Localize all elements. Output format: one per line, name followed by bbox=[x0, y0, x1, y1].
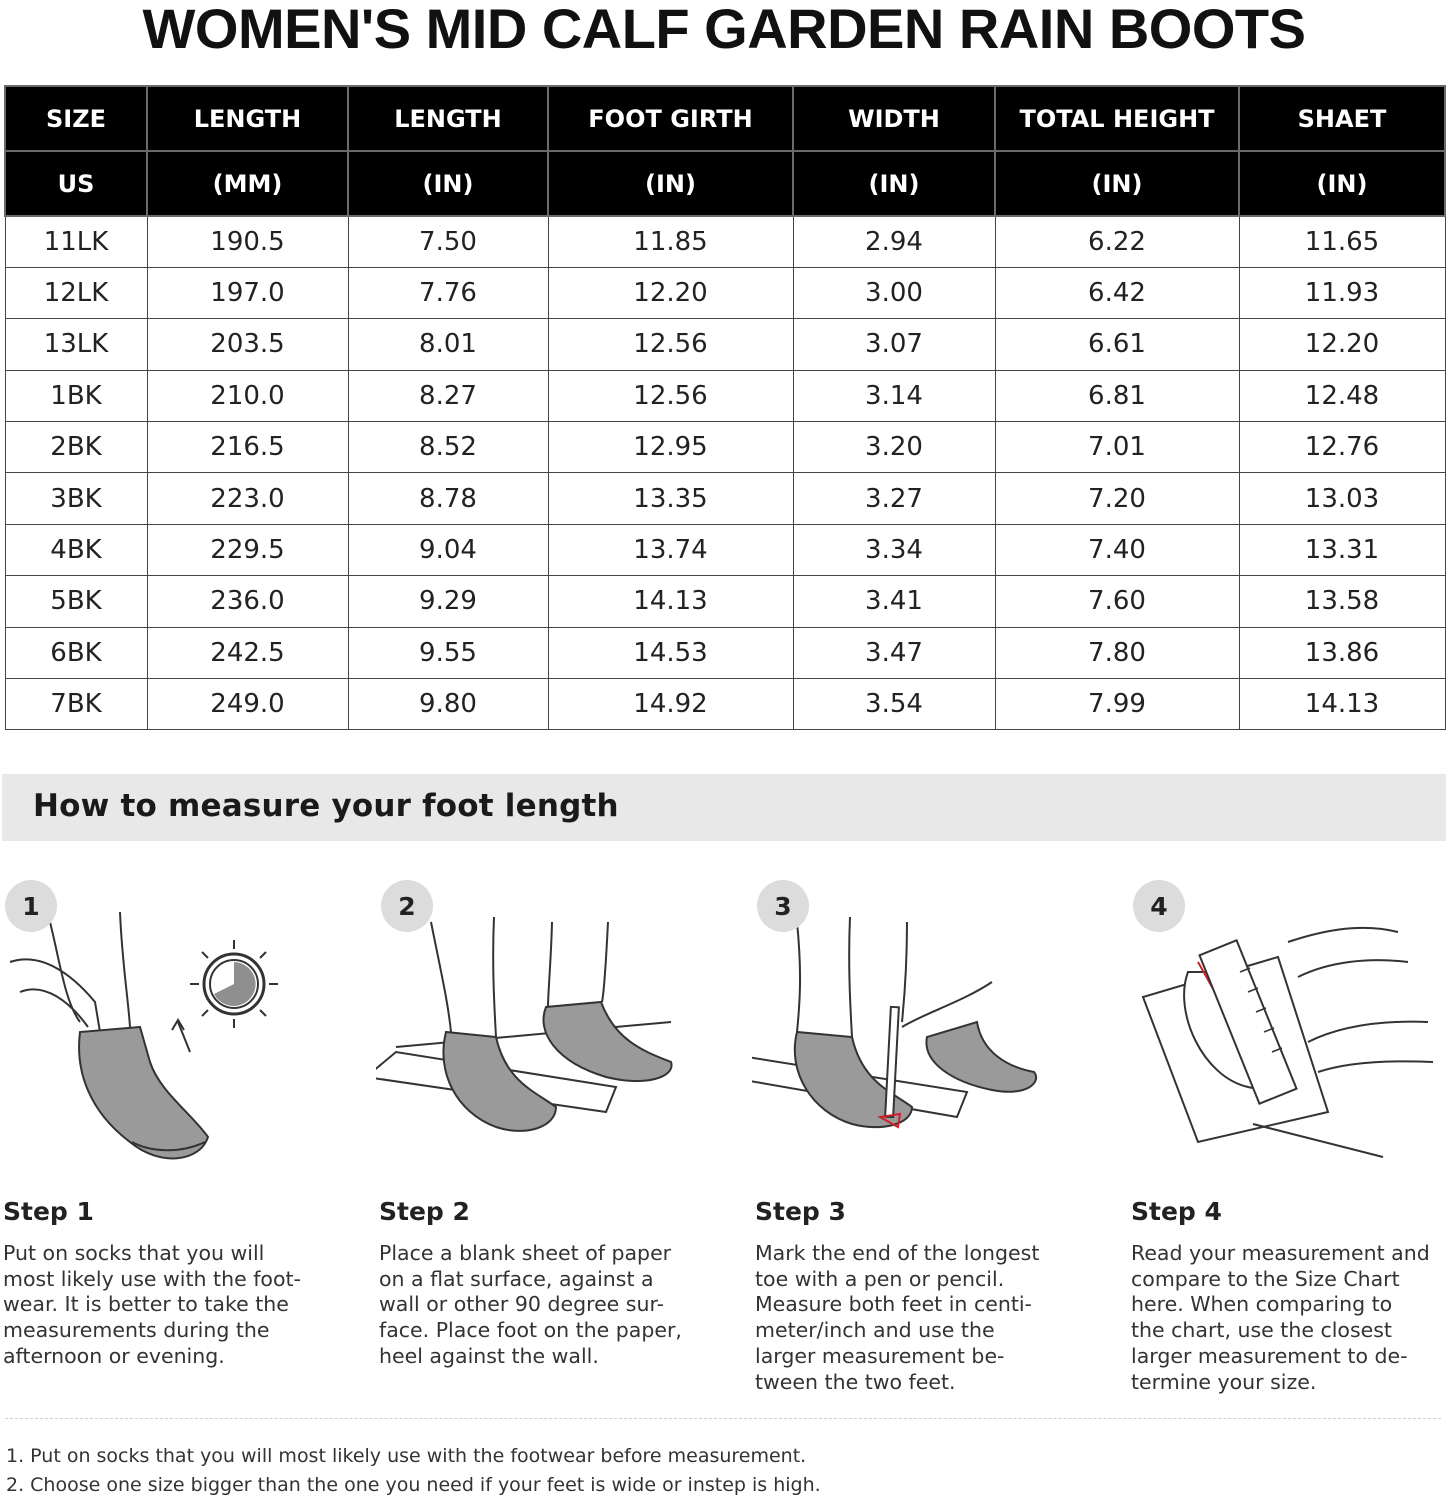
step-line: Place a blank sheet of paper bbox=[379, 1241, 672, 1265]
table-cell: 7.99 bbox=[995, 679, 1239, 730]
step-number-badge: 4 bbox=[1133, 880, 1185, 932]
table-cell: 249.0 bbox=[147, 679, 348, 730]
table-row bbox=[5, 370, 1445, 421]
step-line: on a flat surface, against a bbox=[379, 1266, 654, 1291]
header-cell: LENGTH bbox=[348, 86, 548, 151]
measure-section-header bbox=[2, 774, 1446, 841]
table-cell: 14.92 bbox=[548, 679, 793, 730]
table-cell: 6.81 bbox=[995, 370, 1239, 421]
table-cell: 7.80 bbox=[995, 627, 1239, 678]
step-line: toe with a pen or pencil. bbox=[755, 1266, 1005, 1291]
table-cell: 6.42 bbox=[995, 267, 1239, 318]
table-cell: 3.47 bbox=[793, 627, 995, 678]
table-body bbox=[5, 216, 1445, 730]
step-4 bbox=[1128, 872, 1448, 1402]
header-cell: US bbox=[5, 151, 147, 216]
header-cell: SHAET bbox=[1239, 86, 1445, 151]
step-number-badge: 3 bbox=[757, 880, 809, 932]
header-cell: TOTAL HEIGHT bbox=[995, 86, 1239, 151]
foot-on-paper-illustration bbox=[376, 902, 696, 1192]
step-line: Measure both feet in centi- bbox=[755, 1292, 1032, 1317]
table-cell: 197.0 bbox=[147, 267, 348, 318]
table-cell: 11.93 bbox=[1239, 267, 1445, 318]
table-cell: 14.13 bbox=[1239, 679, 1445, 730]
step-line: measurements during the bbox=[3, 1318, 270, 1343]
step-title: Step 2 bbox=[379, 1197, 470, 1226]
table-cell: 13.03 bbox=[1239, 473, 1445, 524]
note-2: 2. Choose one size bigger than the one you need if your feet is wide or instep is high. bbox=[6, 1474, 821, 1496]
header-cell: SIZE bbox=[5, 86, 147, 151]
table-cell: 6BK bbox=[5, 627, 147, 678]
step-line: afternoon or evening. bbox=[3, 1343, 225, 1368]
clock-sun-icon bbox=[188, 938, 280, 1030]
table-cell: 216.5 bbox=[147, 422, 348, 473]
header-cell: (IN) bbox=[793, 151, 995, 216]
table-cell: 3.07 bbox=[793, 319, 995, 370]
step-description bbox=[379, 1241, 709, 1370]
table-cell: 3BK bbox=[5, 473, 147, 524]
size-chart-table bbox=[4, 85, 1446, 730]
table-cell: 11.85 bbox=[548, 216, 793, 267]
table-cell: 1BK bbox=[5, 370, 147, 421]
table-cell: 13.35 bbox=[548, 473, 793, 524]
table-cell: 9.04 bbox=[348, 524, 548, 575]
step-line: tween the two feet. bbox=[755, 1369, 956, 1394]
table-cell: 210.0 bbox=[147, 370, 348, 421]
table-cell: 7BK bbox=[5, 679, 147, 730]
table-cell: 13.31 bbox=[1239, 524, 1445, 575]
step-line: face. Place foot on the paper, bbox=[379, 1318, 682, 1343]
step-title: Step 3 bbox=[755, 1197, 846, 1226]
table-cell: 223.0 bbox=[147, 473, 348, 524]
table-cell: 12.20 bbox=[1239, 319, 1445, 370]
step-number-badge: 2 bbox=[381, 880, 433, 932]
table-cell: 229.5 bbox=[147, 524, 348, 575]
note-1: 1. Put on socks that you will most likely use with the footwear before measurement. bbox=[6, 1445, 807, 1467]
table-cell: 6.22 bbox=[995, 216, 1239, 267]
table-cell: 12.95 bbox=[548, 422, 793, 473]
table-cell: 7.01 bbox=[995, 422, 1239, 473]
step-line: wall or other 90 degree sur- bbox=[379, 1292, 664, 1317]
table-row bbox=[5, 473, 1445, 524]
table-row bbox=[5, 422, 1445, 473]
table-cell: 242.5 bbox=[147, 627, 348, 678]
measure-ruler-illustration bbox=[1128, 902, 1448, 1192]
header-cell: (IN) bbox=[995, 151, 1239, 216]
table-cell: 13.74 bbox=[548, 524, 793, 575]
table-cell: 3.20 bbox=[793, 422, 995, 473]
table-cell: 13.58 bbox=[1239, 576, 1445, 627]
table-cell: 3.00 bbox=[793, 267, 995, 318]
table-row bbox=[5, 627, 1445, 678]
step-line: meter/inch and use the bbox=[755, 1318, 995, 1343]
header-cell: (IN) bbox=[548, 151, 793, 216]
table-cell: 12.56 bbox=[548, 319, 793, 370]
table-cell: 7.50 bbox=[348, 216, 548, 267]
divider bbox=[5, 1418, 1441, 1419]
page-title: WOMEN'S MID CALF GARDEN RAIN BOOTS bbox=[142, 0, 1306, 60]
table-cell: 5BK bbox=[5, 576, 147, 627]
step-line: the chart, use the closest bbox=[1131, 1318, 1392, 1343]
step-number-badge: 1 bbox=[5, 880, 57, 932]
step-title: Step 4 bbox=[1131, 1197, 1222, 1226]
step-line: larger measurement to de- bbox=[1131, 1343, 1408, 1368]
step-line: termine your size. bbox=[1131, 1369, 1317, 1394]
table-cell: 3.54 bbox=[793, 679, 995, 730]
table-cell: 12LK bbox=[5, 267, 147, 318]
table-cell: 3.27 bbox=[793, 473, 995, 524]
header-cell: (IN) bbox=[1239, 151, 1445, 216]
step-3 bbox=[752, 872, 1072, 1402]
step-line: heel against the wall. bbox=[379, 1343, 599, 1368]
header-cell: LENGTH bbox=[147, 86, 348, 151]
step-description bbox=[755, 1241, 1085, 1395]
table-row bbox=[5, 319, 1445, 370]
table-row bbox=[5, 524, 1445, 575]
table-cell: 11.65 bbox=[1239, 216, 1445, 267]
table-cell: 3.14 bbox=[793, 370, 995, 421]
step-description bbox=[1131, 1241, 1448, 1395]
table-cell: 7.60 bbox=[995, 576, 1239, 627]
table-cell: 8.78 bbox=[348, 473, 548, 524]
table-cell: 6.61 bbox=[995, 319, 1239, 370]
table-cell: 8.01 bbox=[348, 319, 548, 370]
table-cell: 7.40 bbox=[995, 524, 1239, 575]
step-title: Step 1 bbox=[3, 1197, 94, 1226]
header-cell: (IN) bbox=[348, 151, 548, 216]
table-cell: 8.52 bbox=[348, 422, 548, 473]
step-line: wear. It is better to take the bbox=[3, 1292, 289, 1317]
table-cell: 12.76 bbox=[1239, 422, 1445, 473]
step-line: most likely use with the foot- bbox=[3, 1266, 301, 1291]
header-cell: WIDTH bbox=[793, 86, 995, 151]
step-description bbox=[3, 1241, 333, 1370]
table-cell: 236.0 bbox=[147, 576, 348, 627]
table-cell: 12.20 bbox=[548, 267, 793, 318]
step-line: compare to the Size Chart bbox=[1131, 1266, 1400, 1291]
table-cell: 2BK bbox=[5, 422, 147, 473]
step-line: Put on socks that you will bbox=[3, 1241, 265, 1265]
table-cell: 203.5 bbox=[147, 319, 348, 370]
table-cell: 14.53 bbox=[548, 627, 793, 678]
table-cell: 3.34 bbox=[793, 524, 995, 575]
table-cell: 7.20 bbox=[995, 473, 1239, 524]
table-cell: 12.48 bbox=[1239, 370, 1445, 421]
table-cell: 8.27 bbox=[348, 370, 548, 421]
table-cell: 190.5 bbox=[147, 216, 348, 267]
table-row bbox=[5, 216, 1445, 267]
table-row bbox=[5, 679, 1445, 730]
step-line: Read your measurement and bbox=[1131, 1241, 1430, 1265]
table-cell: 12.56 bbox=[548, 370, 793, 421]
table-cell: 9.29 bbox=[348, 576, 548, 627]
header-row-1 bbox=[5, 86, 1445, 151]
table-cell: 2.94 bbox=[793, 216, 995, 267]
table-row bbox=[5, 576, 1445, 627]
table-cell: 13.86 bbox=[1239, 627, 1445, 678]
table-row bbox=[5, 267, 1445, 318]
step-2 bbox=[376, 872, 696, 1402]
step-line: here. When comparing to bbox=[1131, 1292, 1393, 1317]
table-cell: 3.41 bbox=[793, 576, 995, 627]
header-row-2 bbox=[5, 151, 1445, 216]
step-1 bbox=[0, 872, 320, 1402]
header-cell: FOOT GIRTH bbox=[548, 86, 793, 151]
mark-toe-illustration bbox=[752, 902, 1072, 1192]
measure-heading: How to measure your foot length bbox=[33, 788, 619, 824]
table-cell: 9.55 bbox=[348, 627, 548, 678]
table-cell: 11LK bbox=[5, 216, 147, 267]
step-line: Mark the end of the longest bbox=[755, 1241, 1040, 1265]
table-cell: 13LK bbox=[5, 319, 147, 370]
header-cell: (MM) bbox=[147, 151, 348, 216]
table-cell: 14.13 bbox=[548, 576, 793, 627]
table-cell: 7.76 bbox=[348, 267, 548, 318]
table-cell: 9.80 bbox=[348, 679, 548, 730]
step-line: larger measurement be- bbox=[755, 1343, 1005, 1368]
table-cell: 4BK bbox=[5, 524, 147, 575]
